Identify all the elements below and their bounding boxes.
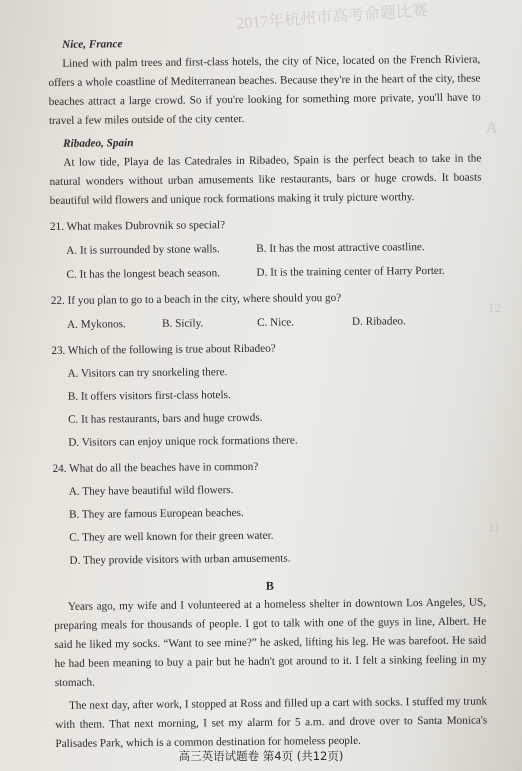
section-text-nice: Lined with palm trees and first-class hotels, the city of Nice, located on the French Riviera, offers a whole coastline of Mediterranean beaches. Because they're in the heart of the city, these beaches attract a large crowd. So if you're looking for something more private, you'll have to travel a few miles outside of the city center. (48, 53, 481, 127)
question-24-option-a: A. They have beautiful wild flowers. (68, 484, 234, 498)
bleed-through-mark: A (486, 120, 498, 137)
bleed-through-number: 11 (488, 520, 501, 535)
passage-b-paragraph: Years ago, my wife and I volunteered at a homeless shelter in downtown Los Angeles, US, preparing meals for thousands of people. I got to talk with one of the guys in line, Albert. He said he liked my socks. “Want to see mine?” he asked, lifting his leg. He was barefoot. He said he had been meaning to buy a pair but he hadn't got around to it. I felt a sinking feeling in my stomach. (54, 596, 487, 689)
question-21-option-b: B. It has the most attractive coastline. (256, 241, 425, 255)
question-21-option-a: A. It is surrounded by stone walls. (66, 243, 220, 257)
question-24-option-b: B. They are famous European beaches. (68, 506, 244, 521)
question-22-option-a: A. Mykonos. (66, 318, 126, 331)
question-21-stem: 21. What makes Dubrovnik so special? (49, 219, 226, 233)
question-22-stem: 22. If you plan to go to a beach in the city, where should you go? (50, 291, 342, 307)
question-23-option-c: C. It has restaurants, bars and huge crowds. (67, 411, 263, 426)
passage-b-paragraph: The next day, after work, I stopped at Ross and filled up a cart with socks. I stuffed my trunk with them. That next morning, I set my alarm for 5 a.m. and drove over to Santa Monica's Palisades Park, which is a common destination for homeless people. (55, 695, 488, 750)
question-23-option-d: D. Visitors can enjoy unique rock formations there. (68, 434, 298, 449)
section-heading-nice: Nice, France (62, 38, 123, 51)
question-22-options-row (67, 311, 483, 334)
bleed-through-number: 12 (488, 300, 501, 315)
exam-content (48, 29, 488, 753)
question-23-option-b: B. It offers visitors first-class hotels. (67, 389, 231, 403)
question-24-option-d: D. They provide visitors with urban amusements. (69, 552, 291, 567)
question-24-option-c: C. They are well known for their green water. (69, 529, 274, 544)
bleed-through-title: 2017年杭州市高考命题比赛 (235, 2, 429, 33)
question-22-option-d: D. Ribadeo. (351, 315, 406, 328)
question-21-option-c: C. It has the longest beach season. (66, 267, 221, 281)
question-23-stem: 23. Which of the following is true about Ribadeo? (51, 342, 276, 357)
question-22-option-c: C. Nice. (256, 316, 295, 329)
question-21-option-d: D. It is the training center of Harry Porter. (256, 264, 445, 279)
section-heading-ribadeo: Ribadeo, Spain (63, 137, 134, 150)
question-21-options-row (66, 237, 482, 260)
question-21-options-row (66, 261, 482, 284)
section-b-label: B (265, 578, 274, 593)
section-text-ribadeo: At low tide, Playa de las Catedrales in Ribadeo, Spain is the perfect beach to take in the natural wonders without urban amusements like restaurants, bars or huge crowds. It boasts beautiful wild flowers and unique rock formations making it truly picture worthy. (49, 152, 482, 207)
question-22-option-b: B. Sicily. (161, 317, 204, 330)
page-footer: 高三英语试题卷 第4页 (共12页) (178, 749, 344, 763)
question-24-stem: 24. What do all the beaches have in common? (52, 460, 259, 475)
question-23-option-a: A. Visitors can try snorkeling there. (67, 366, 228, 380)
